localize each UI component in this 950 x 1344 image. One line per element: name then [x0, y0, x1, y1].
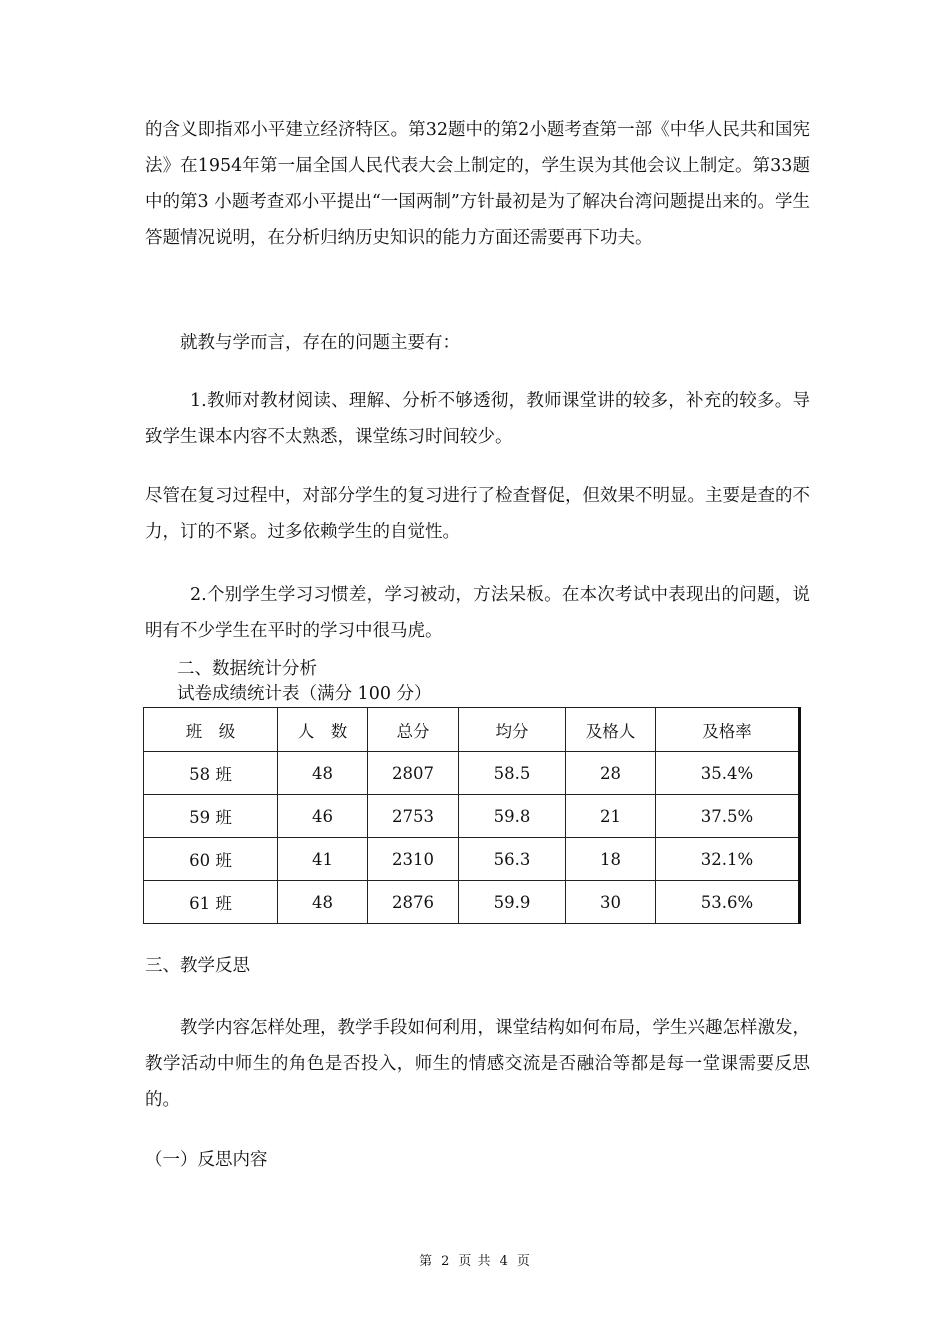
table-cell: 37.5% — [656, 795, 800, 838]
footer-prefix: 第 — [419, 1254, 434, 1269]
page-footer — [0, 1250, 950, 1269]
table-cell: 59.8 — [459, 795, 566, 838]
footer-suffix: 页 — [516, 1254, 531, 1269]
paragraph-problem-2: 2.个别学生学习习惯差，学习被动，方法呆板。在本次考试中表现出的问题，说明有不少学生在平时的学习中很马虎。 — [145, 585, 810, 641]
subsection-heading-reflection-content: （一）反思内容 — [145, 1150, 268, 1170]
table-cell: 28 — [566, 752, 656, 795]
paragraph-reflection: 教学内容怎样处理，教学手段如何利用，课堂结构如何布局，学生兴趣怎样激发，教学活动中师生的角色是否投入，师生的情感交流是否融洽等都是每一堂课需要反思的。 — [145, 1018, 810, 1110]
table-cell: 2310 — [368, 838, 459, 881]
column-header-class: 班 级 — [144, 708, 278, 752]
table-cell: 41 — [278, 838, 368, 881]
table-cell: 60 班 — [144, 838, 278, 881]
paragraph-problems-intro: 就教与学而言，存在的问题主要有： — [180, 333, 460, 353]
table-cell: 58 班 — [144, 752, 278, 795]
table-cell: 30 — [566, 881, 656, 924]
table-cell: 32.1% — [656, 838, 800, 881]
table-cell: 21 — [566, 795, 656, 838]
column-header-count: 人 数 — [278, 708, 368, 752]
column-header-pass-rate: 及格率 — [656, 708, 800, 752]
table-cell: 58.5 — [459, 752, 566, 795]
table-row — [144, 795, 800, 838]
table-row — [144, 752, 800, 795]
table-cell: 18 — [566, 838, 656, 881]
table-caption: 试卷成绩统计表（满分 100 分） — [177, 684, 432, 704]
table-cell: 2876 — [368, 881, 459, 924]
table-cell: 2807 — [368, 752, 459, 795]
table-row — [144, 881, 800, 924]
table-cell: 35.4% — [656, 752, 800, 795]
footer-total-pages: 4 — [499, 1254, 509, 1269]
paragraph-exam-analysis: 的含义即指邓小平建立经济特区。第32题中的第2小题考查第一部《中华人民共和国宪法》在1954年第一届全国人民代表大会上制定的，学生误为其他会议上制定。第33题中的第3 小题考查邓小平提出“一国两制”方针最初是为了解决台湾问题提出来的。学生答题情况说明，在分析归纳历史知识的能力方面还需要再下功夫。 — [145, 120, 810, 248]
table-cell: 48 — [278, 752, 368, 795]
table-cell: 59.9 — [459, 881, 566, 924]
table-cell: 61 班 — [144, 881, 278, 924]
table-cell: 53.6% — [656, 881, 800, 924]
paragraph-review-supervision: 尽管在复习过程中，对部分学生的复习进行了检查督促，但效果不明显。主要是查的不力，订的不紧。过多依赖学生的自觉性。 — [145, 486, 810, 542]
table-cell: 46 — [278, 795, 368, 838]
score-statistics-table — [143, 707, 801, 924]
table-cell: 59 班 — [144, 795, 278, 838]
table-row — [144, 838, 800, 881]
paragraph-problem-1: 1.教师对教材阅读、理解、分析不够透彻，教师课堂讲的较多，补充的较多。导致学生课本内容不太熟悉，课堂练习时间较少。 — [145, 391, 810, 447]
table-cell: 2753 — [368, 795, 459, 838]
footer-page-number: 2 — [441, 1254, 451, 1269]
table-header-row — [144, 708, 800, 752]
section-heading-statistics: 二、数据统计分析 — [177, 659, 317, 679]
footer-middle: 页 共 — [458, 1254, 492, 1269]
section-heading-reflection: 三、教学反思 — [145, 956, 250, 976]
column-header-pass-count: 及格人 — [566, 708, 656, 752]
column-header-average: 均分 — [459, 708, 566, 752]
table-cell: 48 — [278, 881, 368, 924]
column-header-total: 总分 — [368, 708, 459, 752]
table-cell: 56.3 — [459, 838, 566, 881]
